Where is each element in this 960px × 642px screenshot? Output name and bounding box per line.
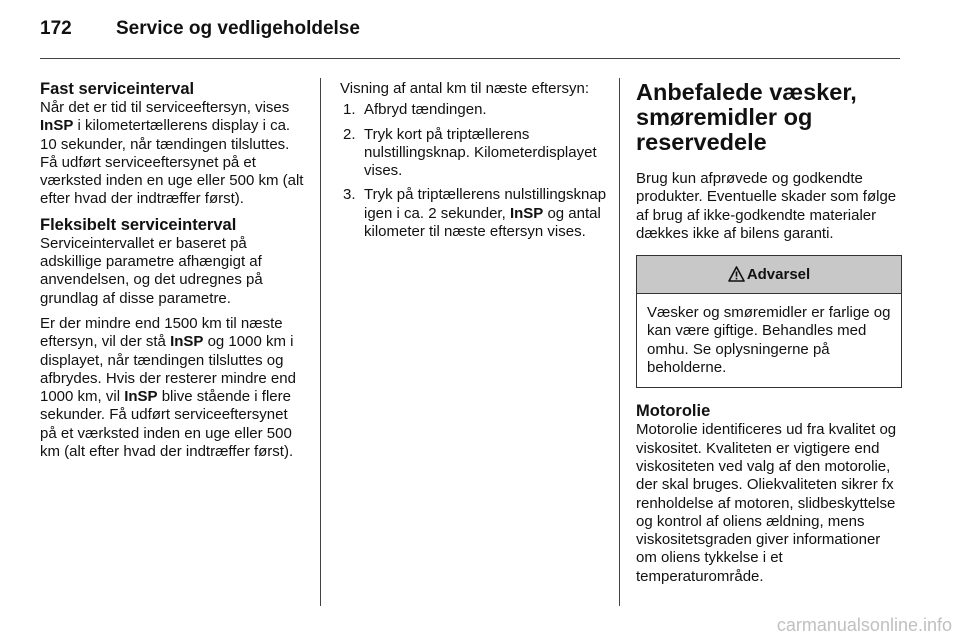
watermark: carmanualsonline.info (776, 615, 952, 635)
step-number: 1. (343, 101, 356, 119)
column-2 (340, 80, 608, 247)
motor-oil-text: Motorolie identificeres ud fra kvalitet og viskositet. Kvaliteten er vigtigere end viskositeten ved valg af den motorolie, der skal bruges. Oliekvaliteten sikrer fx renholdelse af motoren, slidbeskyttelse og kontrol af oliens ældning, mens viskositetsgraden giver informationer om oliens tykkelse i et temperaturområde. (636, 421, 897, 585)
column-1 (40, 80, 308, 461)
insp-code: InSP (509, 204, 544, 222)
warning-header (637, 256, 901, 294)
insp-code: InSP (124, 388, 158, 406)
column-divider-2 (619, 78, 620, 606)
warning-text: Væsker og smøremidler er farlige og kan være giftige. Behandles med omhu. Se oplysningerne på beholderne. (647, 304, 891, 377)
warning-title: Advarsel (746, 266, 811, 284)
fast-interval-heading: Fast serviceinterval (40, 80, 195, 98)
insp-code: InSP (40, 117, 74, 135)
flex-interval-text-1: Serviceintervallet er baseret på adskillige parametre afhængigt af anvendelsen, og det udregnes på grundlag af disse parametre. (40, 234, 263, 307)
header-divider (40, 58, 900, 59)
section-intro: Brug kun afprøvede og godkendte produkter. Eventuelle skader som følge af brug af ikke-godkendte materialer dækkes ikke af bilens garanti. (636, 170, 897, 242)
section-title: Anbefalede væsker, smøremidler og reservedele (636, 79, 857, 155)
flex-interval-text-2: Er der mindre end 1500 km til næste eftersyn, vil der stå InSP og 1000 km i displayet, når tændingen tilsluttes og afbrydes. Hvis der resterer mindre end 1000 km, vil InSP blive stående i flere sekunder. Få udført serviceeftersynet på et værksted inden en uge eller 500 km (alt efter hvad der indtræffer først). (40, 314, 296, 461)
warning-triangle-icon (728, 266, 745, 282)
motor-oil-heading: Motorolie (636, 402, 711, 421)
warning-box (636, 255, 902, 388)
fast-interval-text: Når det er tid til serviceeftersyn, vises InSP i kilometertællerens display i ca. 10 sekunder, når tændingen tilsluttes. Få udført serviceeftersynet på et værksted inden en uge eller 500 km (alt efter hvad der indtræffer først). (40, 99, 304, 208)
steps-list (340, 101, 608, 241)
list-item: 2. Tryk kort på triptællerens nulstillingsknap. Kilometerdisplayet vises. (343, 125, 597, 180)
column-divider-1 (320, 78, 321, 606)
list-item: 1. Afbryd tændingen. (343, 101, 487, 119)
display-intro: Visning af antal km til næste eftersyn: (340, 80, 590, 97)
page-number: 172 (40, 18, 72, 39)
insp-code: InSP (170, 333, 204, 351)
list-item: 3. Tryk på triptællerens nulstillingsknap igen i ca. 2 sekunder, InSP og antal kilometer til næste eftersyn vises. (343, 186, 607, 241)
flex-interval-heading: Fleksibelt serviceinterval (40, 215, 237, 234)
step-number: 3. (343, 186, 356, 204)
column-3 (636, 80, 902, 586)
step-number: 2. (343, 125, 356, 143)
page-title: Service og vedligeholdelse (116, 18, 360, 39)
